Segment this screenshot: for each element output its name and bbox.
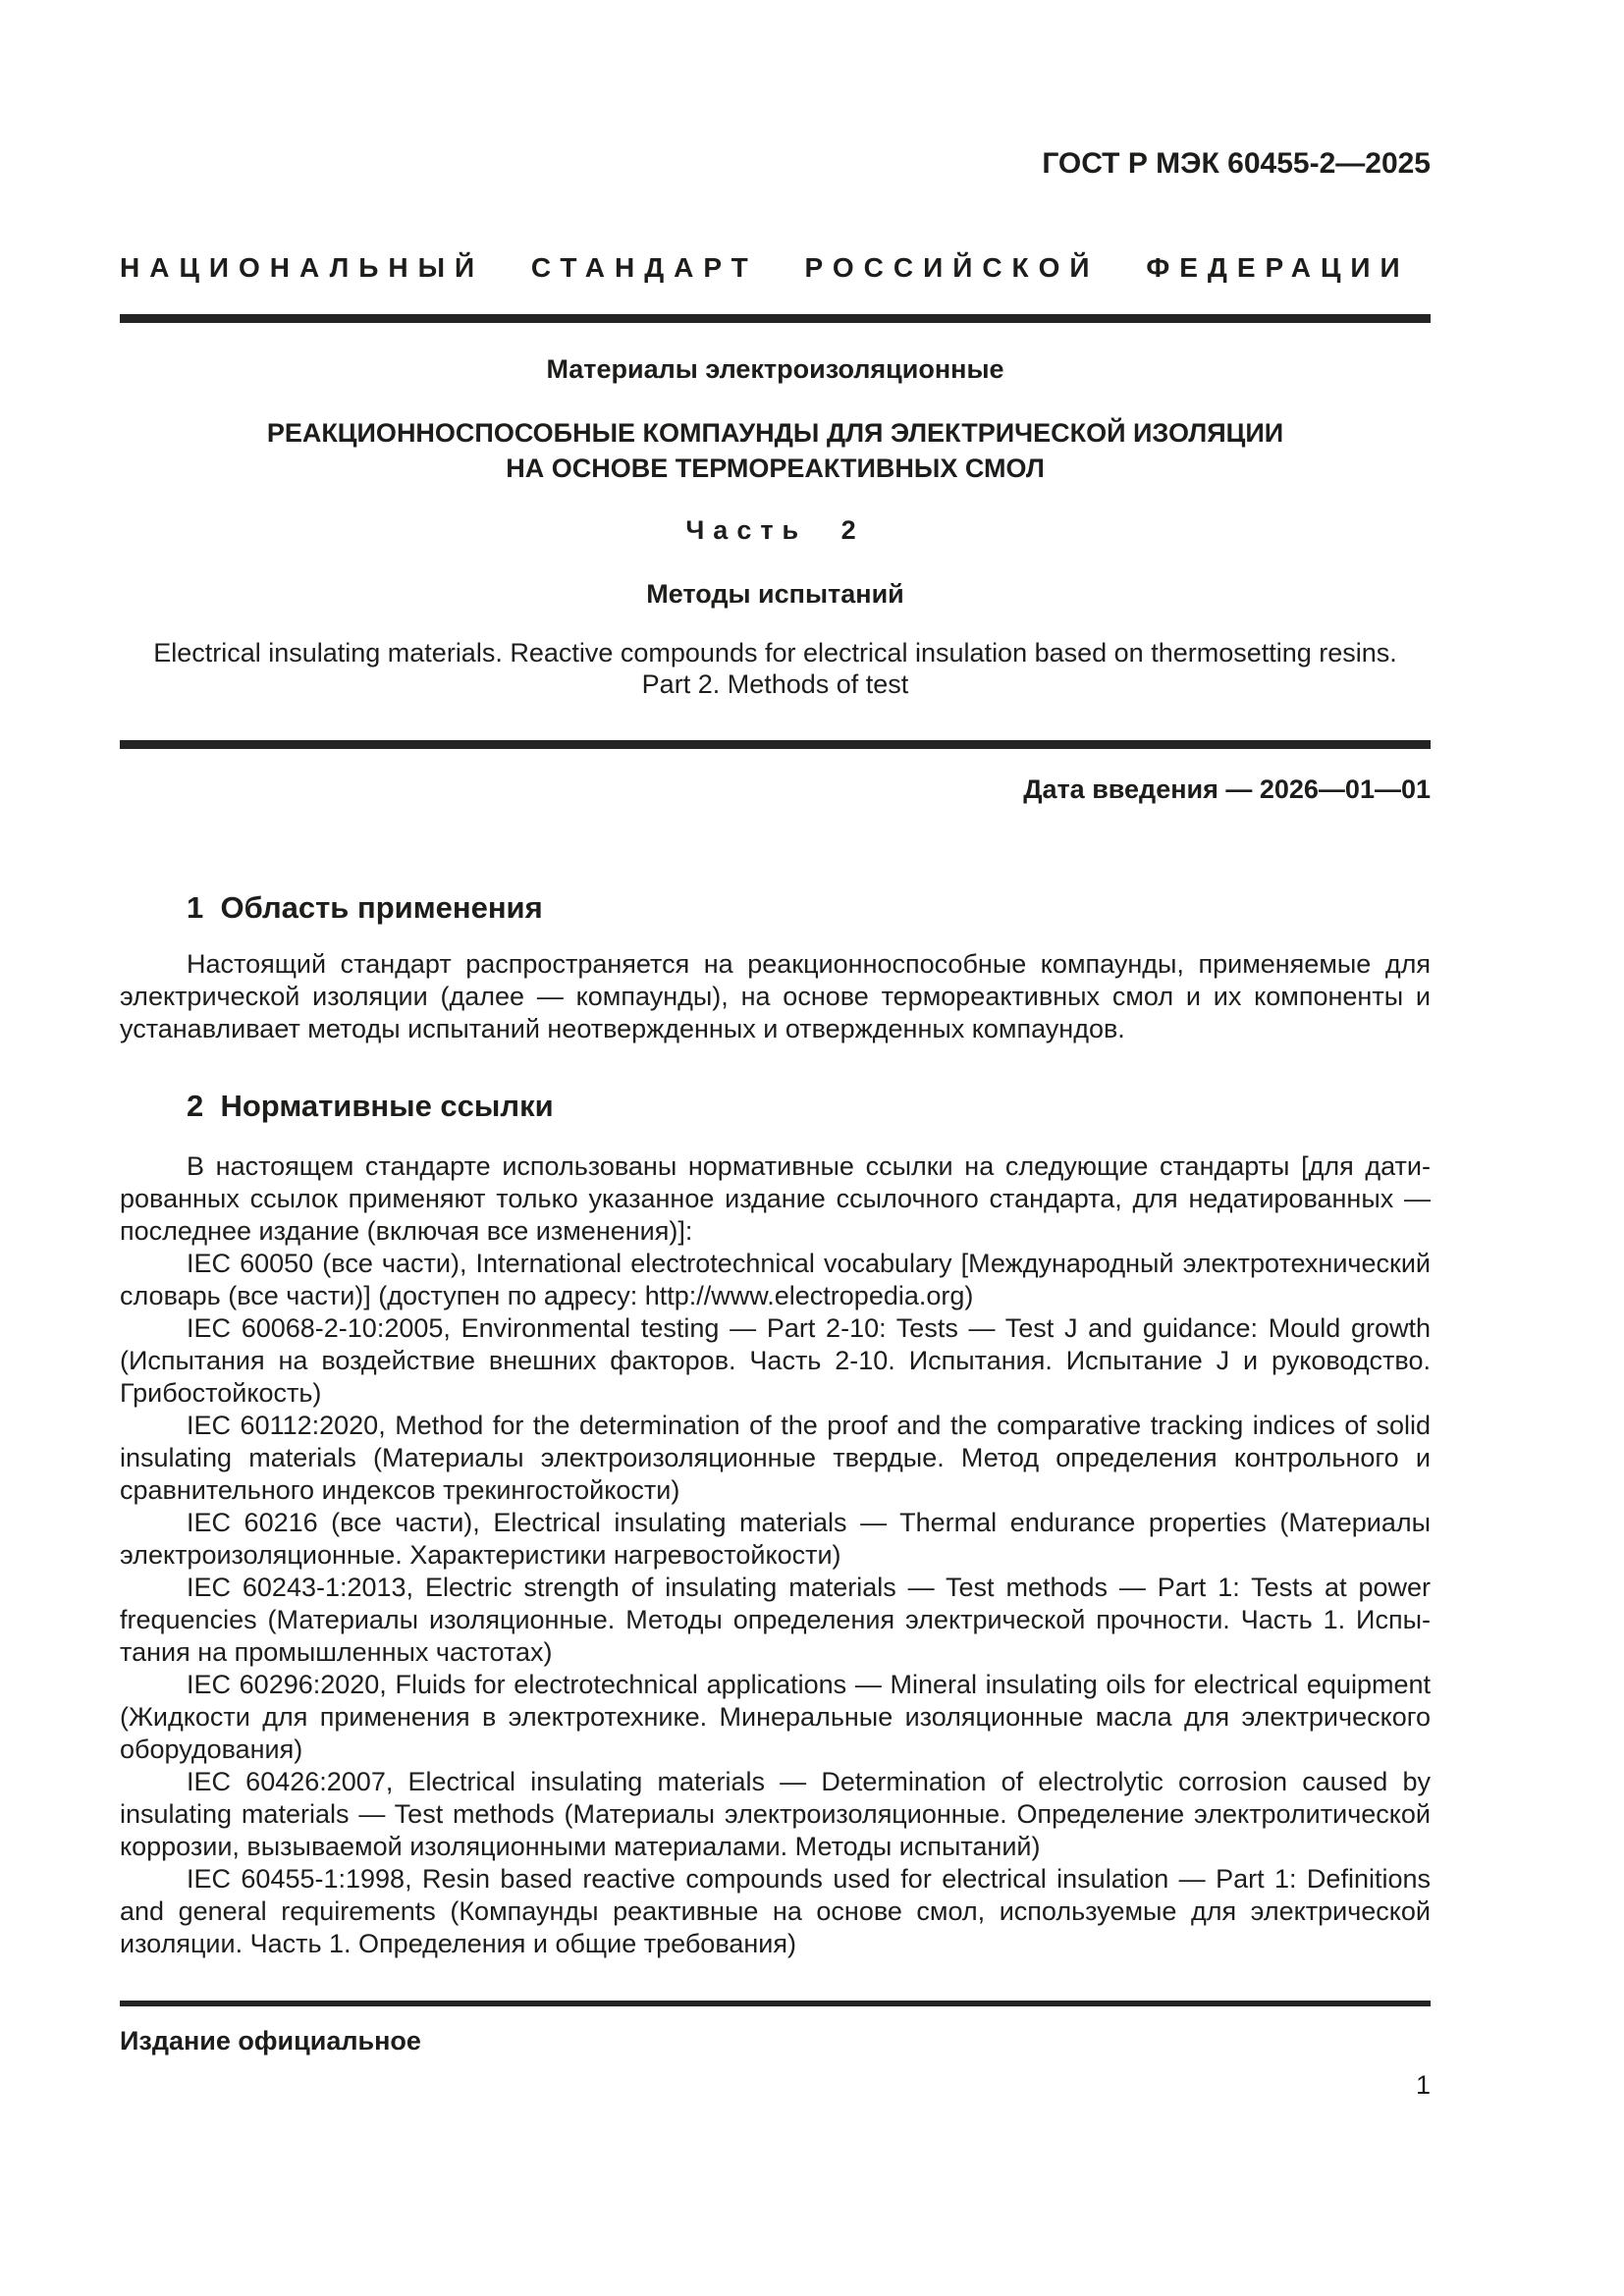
subject-title: Материалы электроизоляционные [546, 354, 1004, 384]
section-1-paragraphs [120, 948, 1431, 1045]
page-number: 1 [1415, 2070, 1431, 2100]
paragraph: IEC 60243-1:2013, Electric strength of insulating materials — Test methods — Part 1: Tests at power frequencies (Материалы изоляционные. Методы определения электрической прочности. Часть 1. Испытания на промышленных частотах) [120, 1573, 1431, 1667]
title-block [120, 149, 1431, 803]
effective-date: Дата введения — 2026—01—01 [1023, 774, 1431, 804]
title-english-line-1: Electrical insulating materials. Reactive compounds for electrical insulation based on thermosetting resins. [153, 638, 1397, 667]
paragraph: IEC 60426:2007, Electrical insulating materials — Determination of electrolytic corrosion caused by insulating materials — Test methods (Материалы электроизоляционные. Определение электролитической коррозии, вызываемой изоляционными материалами. Методы испытаний) [120, 1767, 1431, 1861]
doc-code: ГОСТ Р МЭК 60455-2—2025 [1042, 147, 1431, 180]
divider-footer [120, 2001, 1431, 2006]
paragraph: Настоящий стандарт распространяется на реакционноспособные компаунды, применяемые для электрической изоляции (далее — компаунды), на основе термореактивных смол и их компоненты и устанавливает методы испытаний неотвержденных и отвержденных компаундов. [120, 949, 1431, 1043]
section-1-heading: 1 Область применения [187, 890, 543, 925]
title-english-line-2: Part 2. Methods of test [641, 669, 909, 699]
divider-top [120, 314, 1431, 323]
document-body [120, 892, 1431, 1960]
official-edition-label: Издание официальное [120, 2026, 421, 2056]
section-2-heading: 2 Нормативные ссылки [187, 1089, 554, 1123]
paragraph: IEC 60216 (все части), Electrical insulating materials — Thermal endurance properties (Материалы электроизоляционные. Характеристики нагревостойкости) [120, 1508, 1431, 1570]
paragraph: IEC 60068-2-10:2005, Environmental testing — Part 2-10: Tests — Test J and guidance: Mould growth (Испытания на воздействие внешних факторов. Часть 2-10. Испытания. Испытание J и руководство. Грибостойкость) [120, 1313, 1431, 1408]
main-title-line-2: НА ОСНОВЕ ТЕРМОРЕАКТИВНЫХ СМОЛ [506, 454, 1045, 483]
subtitle: Методы испытаний [646, 579, 904, 609]
section-scope [120, 892, 1431, 1045]
main-title [120, 415, 1431, 486]
national-standard-banner: НАЦИОНАЛЬНЫЙ СТАНДАРТ РОССИЙСКОЙ ФЕДЕРАЦИИ [120, 252, 1410, 283]
main-title-line-1: РЕАКЦИОННОСПОСОБНЫЕ КОМПАУНДЫ ДЛЯ ЭЛЕКТРИЧЕСКОЙ ИЗОЛЯЦИИ [266, 418, 1284, 448]
divider-middle [120, 740, 1431, 749]
title-english [120, 637, 1431, 700]
page-footer [120, 2001, 1431, 2099]
section-normative-references [120, 1091, 1431, 1960]
paragraph: В настоящем стандарте использованы нормативные ссылки на следующие стандарты [для датированных ссылок применяют только указанное издание ссылочного стандарта, для недатированных — последнее издание (включая все изменения)]: [120, 1151, 1431, 1246]
paragraph: IEC 60455-1:1998, Resin based reactive compounds used for electrical insulation — Part 1: Definitions and general requirements (Компаунды реактивные на основе смол, используемые для электрической изоляции. Часть 1. Определения и общие требования) [120, 1864, 1431, 1958]
part-label: Часть 2 [685, 515, 865, 545]
paragraph: IEC 60296:2020, Fluids for electrotechnical applications — Mineral insulating oils for electrical equipment (Жидкости для применения в электротехнике. Минеральные изоляционные масла для электрического оборудования) [120, 1670, 1431, 1764]
paragraph: IEC 60112:2020, Method for the determination of the proof and the comparative tracking indices of solid insulating materials (Материалы электроизоляционные твердые. Метод определения контрольного и сравнительного индексов трекингостойкости) [120, 1411, 1431, 1505]
paragraph: IEC 60050 (все части), International electrotechnical vocabulary [Международный электротехнический словарь (все части)] (доступен по адресу: http://www.electropedia.org) [120, 1249, 1431, 1310]
section-2-paragraphs [120, 1150, 1431, 1960]
